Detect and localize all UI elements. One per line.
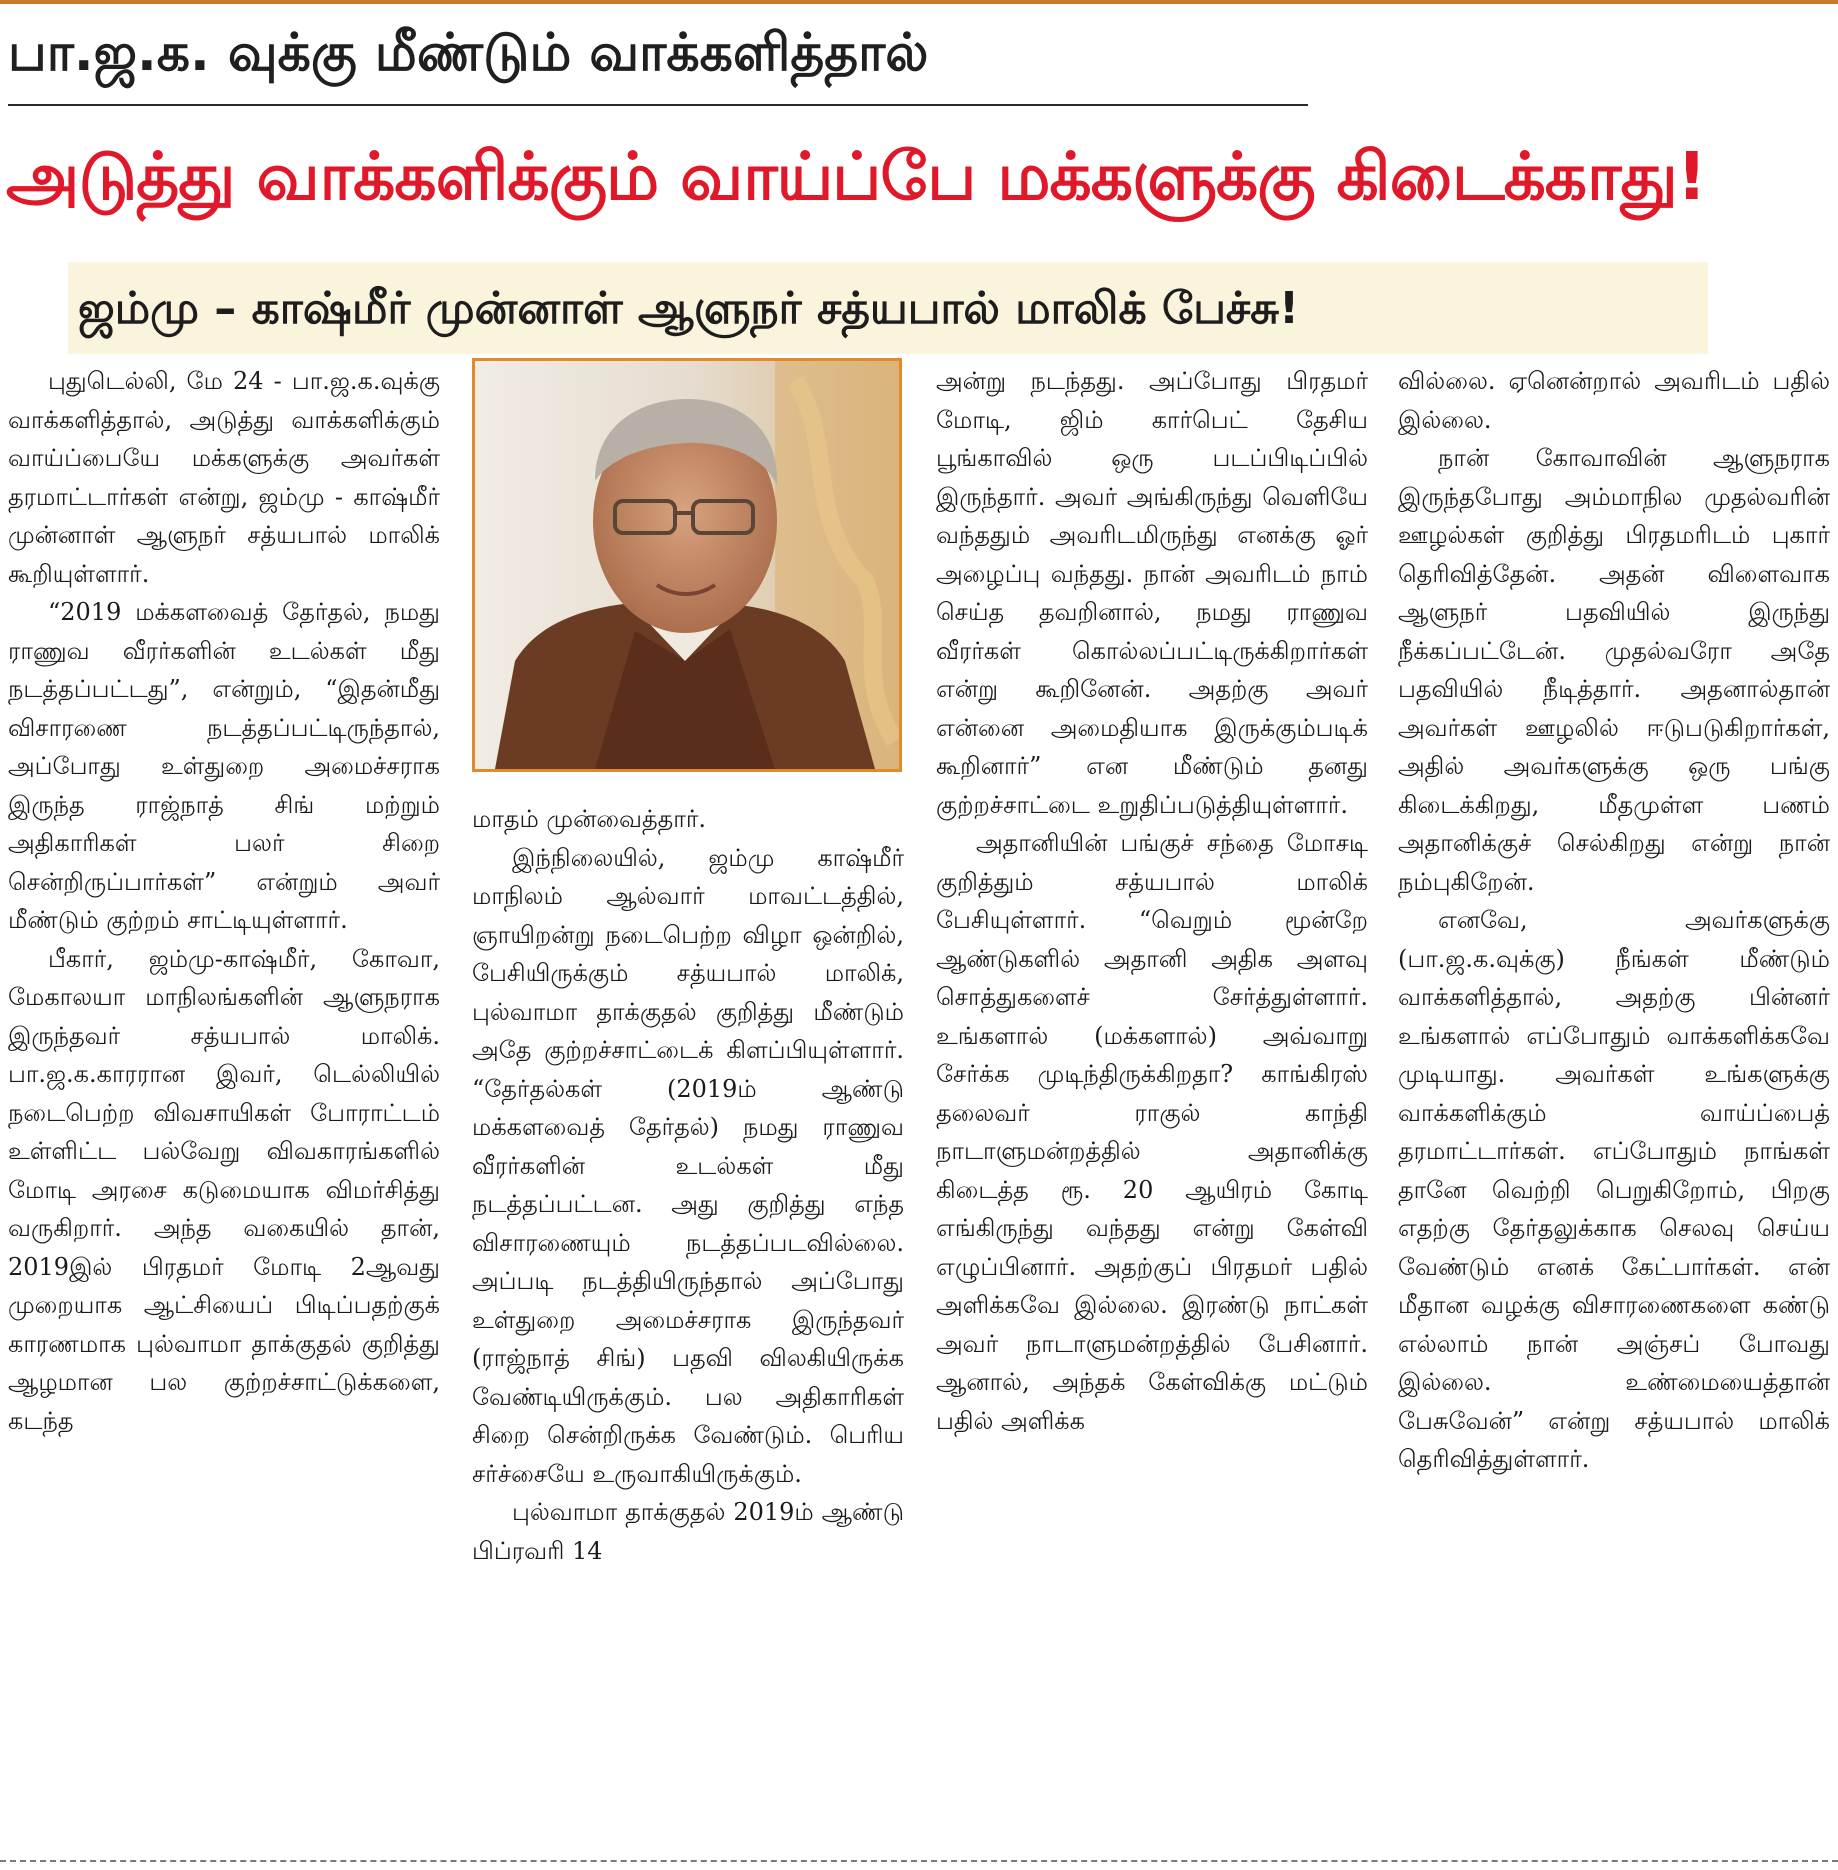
kicker-divider xyxy=(8,104,1308,106)
article-paragraph: எனவே, அவர்களுக்கு (பா.ஜ.க.வுக்கு) நீங்கள் மீண்டும் வாக்களித்தால், அதற்கு பின்னர் உங்களால் எப்போதும் வாக்களிக்கவே முடியாது. அவர்கள் உங்களுக்கு வாக்களிக்கும் வாய்ப்பைத் தரமாட்டார்கள். எப்போதும் நாங்கள் தானே வெற்றி பெறுகிறோம், பிறகு எதற்கு தேர்தலுக்காக செலவு செய்ய வேண்டும் எனக் கேட்பார்கள். என் மீதான வழக்கு விசாரணைகளை கண்டு எல்லாம் நான் அஞ்சப் போவது இல்லை. உண்மையைத்தான் பேசுவேன்” என்று சத்யபால் மாலிக் தெரிவித்துள்ளார். xyxy=(1398,906,1830,1473)
article-paragraph: பீகார், ஜம்மு-காஷ்மீர், கோவா, மேகாலயா மாநிலங்களின் ஆளுநராக இருந்தவர் சத்யபால் மாலிக். பா.ஜ.க.காரரான இவர், டெல்லியில் நடைபெற்ற விவசாயிகள் போராட்டம் உள்ளிட்ட பல்வேறு விவகாரங்களில் மோடி அரசை கடுமையாக விமர்சித்து வருகிறார். அந்த வகையில் தான், 2019இல் பிரதமர் மோடி 2ஆவது முறையாக ஆட்சியைப் பிடிப்பதற்குக் காரணமாக புல்வாமா தாக்குதல் குறித்து ஆழமான பல குற்றச்சாட்டுக்களை, கடந்த xyxy=(8,944,440,1435)
top-rule xyxy=(0,0,1838,4)
article-paragraph: வில்லை. ஏனென்றால் அவரிடம் பதில் இல்லை. xyxy=(1398,367,1830,434)
article-paragraph: இந்நிலையில், ஜம்மு காஷ்மீர் மாநிலம் ஆல்வார் மாவட்டத்தில், ஞாயிறன்று நடைபெற்ற விழா ஒன்றில், பேசியிருக்கும் சத்யபால் மாலிக், புல்வாமா தாக்குதல் குறித்து மீண்டும் அதே குற்றச்சாட்டைக் கிளப்பியுள்ளார். “தேர்தல்கள் (2019ம் ஆண்டு மக்களவைத் தேர்தல்) நமது ராணுவ வீரர்களின் உடல்கள் மீது நடத்தப்பட்டன. அது குறித்து எந்த விசாரணையும் நடத்தப்படவில்லை. அப்படி நடத்தியிருந்தால் அப்போது உள்துறை அமைச்சராக இருந்தவர் (ராஜ்நாத் சிங்) பதவி விலகியிருக்க வேண்டியிருக்கும். பல அதிகாரிகள் சிறை சென்றிருக்க வேண்டும். பெரிய சர்ச்சையே உருவாகியிருக்கும். xyxy=(472,843,904,1488)
article-paragraph: புதுடெல்லி, மே 24 - பா.ஜ.க.வுக்கு வாக்களித்தால், அடுத்து வாக்களிக்கும் வாய்ப்பையே மக்களுக்கு அவர்கள் தரமாட்டார்கள் என்று, ஜம்மு - காஷ்மீர் முன்னாள் ஆளுநர் சத்யபால் மாலிக் கூறியுள்ளார். xyxy=(8,367,440,588)
article-paragraph: “2019 மக்களவைத் தேர்தல், நமது ராணுவ வீரர்களின் உடல்கள் மீது நடத்தப்பட்டது”, என்றும், “இதன்மீது விசாரணை நடத்தப்பட்டிருந்தால், அப்போது உள்துறை அமைச்சராக இருந்த ராஜ்நாத் சிங் மற்றும் அதிகாரிகள் பலர் சிறை சென்றிருப்பார்கள்” என்றும் அவர் மீண்டும் குற்றம் சாட்டியுள்ளார். xyxy=(8,598,440,934)
article-paragraph: அதானியின் பங்குச் சந்தை மோசடி குறித்தும் சத்யபால் மாலிக் பேசியுள்ளார். “வெறும் மூன்றே ஆண்டுகளில் அதானி அதிக அளவு சொத்துகளைச் சேர்த்துள்ளார். உங்களால் (மக்களால்) அவ்வாறு சேர்க்க முடிந்திருக்கிறதா? காங்கிரஸ் தலைவர் ராகுல் காந்தி நாடாளுமன்றத்தில் அதானிக்கு கிடைத்த ரூ. 20 ஆயிரம் கோடி எங்கிருந்து வந்தது என்று கேள்வி எழுப்பினார். அதற்குப் பிரதமர் பதில் அளிக்கவே இல்லை. இரண்டு நாட்கள் அவர் நாடாளுமன்றத்தில் பேசினார். ஆனால், அந்தக் கேள்விக்கு மட்டும் பதில் அளிக்க xyxy=(936,829,1368,1435)
article-paragraph: மாதம் முன்வைத்தார். xyxy=(472,805,706,833)
article-column-2 xyxy=(472,800,904,1842)
portrait-photo-icon xyxy=(475,361,899,769)
article-column-4 xyxy=(1398,362,1830,1842)
article-paragraph: அன்று நடந்தது. அப்போது பிரதமர் மோடி, ஜிம் கார்பெட் தேசிய பூங்காவில் ஒரு படப்பிடிப்பில் இருந்தார். அவர் அங்கிருந்து வெளியே வந்ததும் அவரிடமிருந்து எனக்கு ஓர் அழைப்பு வந்தது. நான் அவரிடம் நாம் செய்த தவறினால், நமது ராணுவ வீரர்கள் கொல்லப்பட்டிருக்கிறார்கள் என்று கூறினேன். அதற்கு அவர் என்னை அமைதியாக இருக்கும்படிக் கூறினார்” என மீண்டும் தனது குற்றச்சாட்டை உறுதிப்படுத்தியுள்ளார். xyxy=(936,367,1368,819)
article-column-1 xyxy=(8,362,440,1842)
article-paragraph: புல்வாமா தாக்குதல் 2019ம் ஆண்டு பிப்ரவரி 14 xyxy=(472,1498,904,1565)
bottom-divider xyxy=(0,1860,1838,1862)
kicker-heading: பா.ஜ.க. வுக்கு மீண்டும் வாக்களித்தால் xyxy=(8,23,929,83)
subhead: ஜம்மு – காஷ்மீர் முன்னாள் ஆளுநர் சத்யபால் மாலிக் பேச்சு! xyxy=(78,283,1300,334)
article-paragraph: நான் கோவாவின் ஆளுநராக இருந்தபோது அம்மாநில முதல்வரின் ஊழல்கள் குறித்து பிரதமரிடம் புகார் தெரிவித்தேன். அதன் விளைவாக ஆளுநர் பதவியில் இருந்து நீக்கப்பட்டேன். முதல்வரோ அதே பதவியில் நீடித்தார். அதனால்தான் அவர்கள் ஊழலில் ஈடுபடுகிறார்கள், அதில் அவர்களுக்கு ஒரு பங்கு கிடைக்கிறது, மீதமுள்ள பணம் அதானிக்குச் செல்கிறது என்று நான் நம்புகிறேன். xyxy=(1398,444,1830,896)
headline: அடுத்து வாக்களிக்கும் வாய்ப்பே மக்களுக்கு கிடைக்காது! xyxy=(6,138,1706,215)
portrait-photo xyxy=(472,358,902,772)
article-column-3 xyxy=(936,362,1368,1842)
